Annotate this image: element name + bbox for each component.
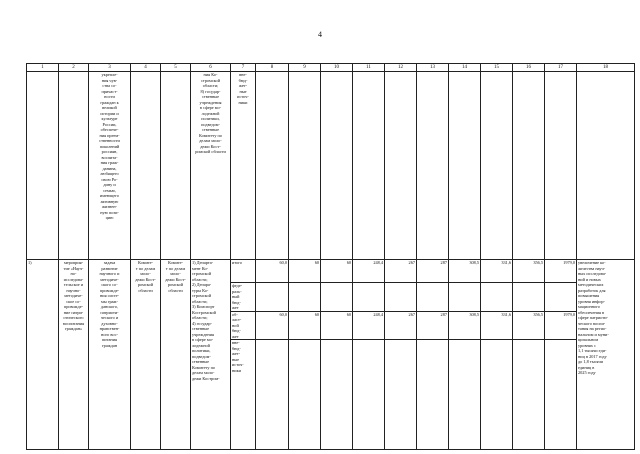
source-label: вне- бюд- жет- ные источ- ники bbox=[232, 340, 244, 373]
column-number-5: 5 bbox=[161, 64, 191, 72]
continuation-col7: вне- бюд- жет- ные источ- ники bbox=[237, 72, 249, 105]
source-label: об- ласт- ной бюд- жет bbox=[232, 311, 242, 339]
value-cell: 356,5 bbox=[513, 260, 545, 283]
value-cell: 267 bbox=[385, 260, 417, 283]
column-number-16: 16 bbox=[513, 64, 545, 72]
column-number-18: 18 bbox=[577, 64, 635, 72]
value-cell bbox=[449, 283, 481, 312]
value-cell: 308,5 bbox=[449, 260, 481, 283]
column-number-8: 8 bbox=[256, 64, 289, 72]
value-cell: 356,5 bbox=[513, 311, 545, 340]
row-number: 1) bbox=[27, 260, 59, 450]
column-number-10: 10 bbox=[321, 64, 353, 72]
table-row bbox=[27, 260, 635, 283]
row-result: увеличение ко- личества науч- ных исследова- ний и новых методических разработок для повышения уровня инфор- мационного обеспечения в сфере патриоти- ческого воспи- тания на регио- нальном и муни- ципальном уровнях с 1,1 тысячи еди- ниц в 2017 году до 1,8 тысячи единиц в 2025 году bbox=[578, 260, 609, 375]
value-cell: 60,0 bbox=[256, 311, 289, 340]
value-cell bbox=[321, 283, 353, 312]
value-cell bbox=[385, 283, 417, 312]
column-number-17: 17 bbox=[545, 64, 577, 72]
value-cell: 267 bbox=[385, 311, 417, 340]
value-cell bbox=[256, 340, 289, 450]
column-number-11: 11 bbox=[353, 64, 385, 72]
value-cell bbox=[289, 283, 321, 312]
column-number-14: 14 bbox=[449, 64, 481, 72]
value-cell bbox=[481, 340, 513, 450]
value-cell: 1979,0 bbox=[545, 260, 577, 283]
column-number-1: 1 bbox=[27, 64, 59, 72]
value-cell: 331,6 bbox=[481, 260, 513, 283]
row-participants: 1) Департа- мент Ко- стромской области; 2) Депара- туры Ко- стромской области; 3) Комспорт Костромской области; 4) государ- ственные учреждения в сфере мо- лодежной политики, подведом- ственные Комитету по делам моло- дежи Костром- bbox=[192, 260, 220, 381]
continuation-row bbox=[27, 72, 635, 260]
row-responsible: Комите- т по делам моло- дежи Кост- ромской области bbox=[165, 260, 186, 293]
value-cell: 60 bbox=[289, 260, 321, 283]
column-number-12: 12 bbox=[385, 64, 417, 72]
column-number-15: 15 bbox=[481, 64, 513, 72]
source-label: феде- раль- ный бюд- жет bbox=[232, 283, 243, 310]
column-number-6: 6 bbox=[191, 64, 231, 72]
column-number-7: 7 bbox=[231, 64, 256, 72]
value-cell bbox=[513, 283, 545, 312]
value-cell: 60 bbox=[321, 260, 353, 283]
value-cell: 331,6 bbox=[481, 311, 513, 340]
column-number-2: 2 bbox=[59, 64, 89, 72]
row-coordinator: Комите- т по делам моло- дежи Кост- ромской области bbox=[135, 260, 156, 293]
value-cell: 248,4 bbox=[353, 260, 385, 283]
continuation-col6: ния Ко- стромской области; 8) государ- ственные учреждения в сфере мо- лодежной политики, подведом- ственные Комитету по делам моло- дежи Кост- ромской области bbox=[195, 72, 226, 154]
value-cell bbox=[449, 340, 481, 450]
value-cell bbox=[417, 283, 449, 312]
value-cell bbox=[513, 340, 545, 450]
column-number-4: 4 bbox=[131, 64, 161, 72]
value-cell: 1979,0 bbox=[545, 311, 577, 340]
value-cell bbox=[481, 283, 513, 312]
column-number-13: 13 bbox=[417, 64, 449, 72]
source-label: итого bbox=[232, 260, 243, 265]
page-number: 4 bbox=[318, 30, 322, 39]
value-cell bbox=[321, 340, 353, 450]
value-cell bbox=[545, 340, 577, 450]
row-event: мероприя- тие «Науч- но- исследова- тельское и научно- методиче- ское со- провожде- ние патри- отического воспитания граждан» bbox=[62, 260, 85, 331]
value-cell: 287 bbox=[417, 311, 449, 340]
column-number-row bbox=[27, 64, 635, 72]
column-number-3: 3 bbox=[89, 64, 131, 72]
value-cell bbox=[353, 340, 385, 450]
value-cell bbox=[353, 283, 385, 312]
column-number-9: 9 bbox=[289, 64, 321, 72]
value-cell: 60 bbox=[289, 311, 321, 340]
value-cell bbox=[256, 283, 289, 312]
value-cell: 60 bbox=[321, 311, 353, 340]
value-cell bbox=[545, 283, 577, 312]
program-table bbox=[26, 63, 635, 450]
value-cell: 248,4 bbox=[353, 311, 385, 340]
value-cell bbox=[385, 340, 417, 450]
value-cell bbox=[417, 340, 449, 450]
value-cell: 287 bbox=[417, 260, 449, 283]
row-task: задача развитие научного и методиче- ского со- провожде- ния систе- мы граж- данского, патриоти- ческого и духовно- нравствен- ного вос- питания граждан bbox=[99, 260, 120, 348]
continuation-col3: укрепле- ния чув- ства со- причаст- ности граждан к великой истории и культуре России, обеспече- ния преем- ственности поколений россиян, воспита- ния граж- данина, любящего свою Ро- дину и семью, имеющего активную жизнен- ную пози- цию bbox=[99, 72, 120, 220]
value-cell: 60,0 bbox=[256, 260, 289, 283]
value-cell bbox=[289, 340, 321, 450]
value-cell: 308,5 bbox=[449, 311, 481, 340]
